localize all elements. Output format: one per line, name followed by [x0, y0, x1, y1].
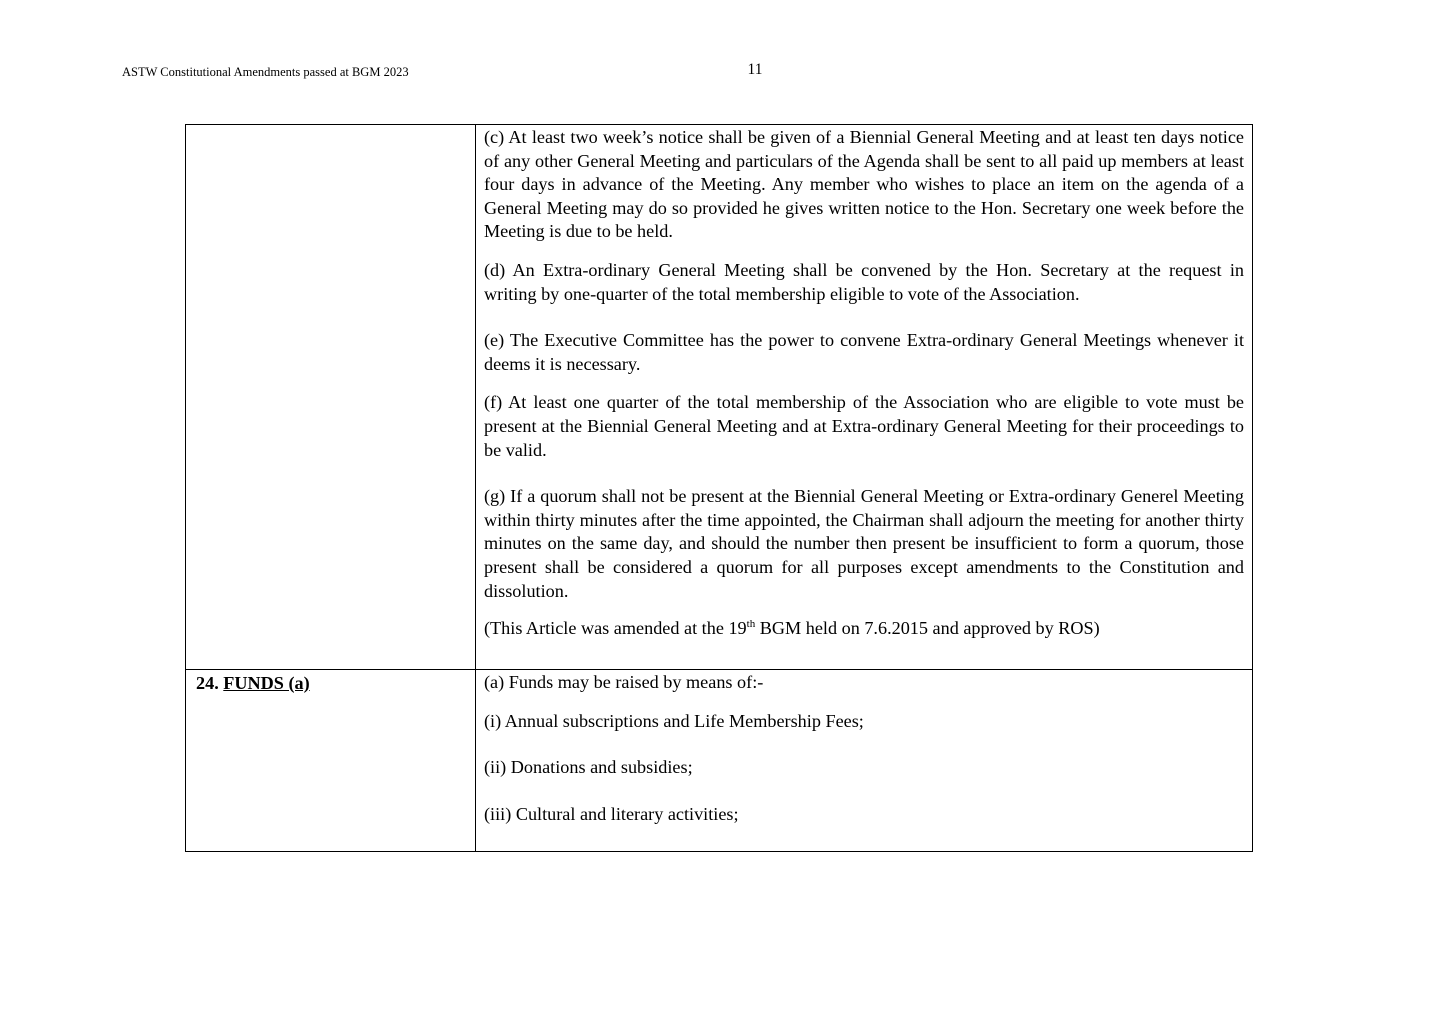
- ordinal-suffix: th: [746, 618, 756, 631]
- clause-e: (e) The Executive Committee has the power to convene Extra-ordinary General Meetings whenever it deems it is necessary.: [484, 330, 1244, 374]
- article-number: 24.: [196, 673, 219, 693]
- amendment-note-text: (This Article was amended at the 19: [484, 618, 747, 639]
- article-content-cell: [476, 670, 1253, 852]
- amendment-note: [484, 617, 1244, 657]
- page-number: 11: [747, 61, 763, 78]
- article-content-cell: [476, 125, 1253, 670]
- article-content: [476, 126, 1252, 669]
- article-label-cell: [186, 125, 476, 670]
- funds-item-i: (i) Annual subscriptions and Life Membership Fees;: [484, 710, 864, 731]
- article-label: [186, 125, 475, 127]
- amendment-note-text-end: BGM held on 7.6.2015 and approved by ROS): [755, 618, 1100, 639]
- clause-d: (d) An Extra-ordinary General Meeting shall be convened by the Hon. Secretary at the request in writing by one-quarter of the total membership eligible to vote of the Association.: [484, 259, 1244, 304]
- funds-item-iii: (iii) Cultural and literary activities;: [484, 803, 739, 824]
- clause-g: (g) If a quorum shall not be present at the Biennial General Meeting or Extra-ordinary Generel Meeting within thirty minutes after the time appointed, the Chairman shall adjourn the meeting for another thirty minutes on the same day, and should the number then present be insufficient to form a quorum, those present shall be considered a quorum for all purposes except amendments to the Constitution and dissolution.: [484, 486, 1244, 601]
- clause-c: (c) At least two week’s notice shall be given of a Biennial General Meeting and at least ten days notice of any other General Meeting and particulars of the Agenda shall be sent to all paid up members at least four days in advance of the Meeting. Any member who wishes to place an item on the agenda of a General Meeting may do so provided he gives written notice to the Hon. Secretary one week before the Meeting is due to be held.: [484, 127, 1244, 242]
- document-header-title: ASTW Constitutional Amendments passed at BGM 2023: [122, 65, 409, 79]
- funds-clause-a: (a) Funds may be raised by means of:-: [484, 672, 764, 692]
- funds-item-ii: (ii) Donations and subsidies;: [484, 757, 693, 778]
- article-heading: [186, 670, 475, 696]
- table-row: [186, 670, 1253, 852]
- clause-f: (f) At least one quarter of the total membership of the Association who are eligible to vote must be present at the Biennial General Meeting and at Extra-ordinary General Meeting for their proceedings to be valid.: [484, 392, 1244, 460]
- table-row: [186, 125, 1253, 670]
- constitution-table: [185, 124, 1253, 852]
- article-title: FUNDS (a): [223, 673, 310, 693]
- article-content: [476, 671, 1252, 826]
- article-label-cell: [186, 670, 476, 852]
